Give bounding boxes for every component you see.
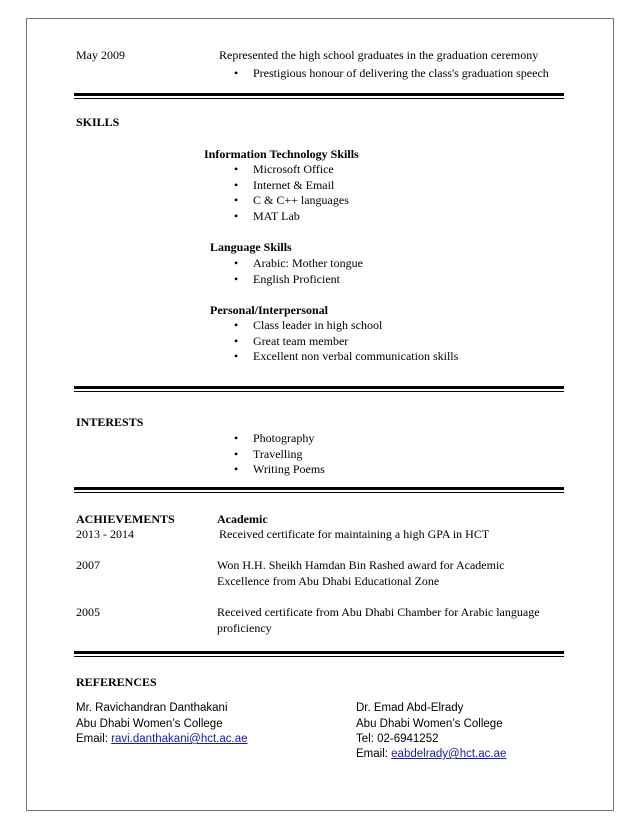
reference-right-tel: Tel: 02-6941252 xyxy=(356,733,439,745)
bullet-icon: • xyxy=(234,349,239,364)
graduation-date: May 2009 xyxy=(76,48,125,62)
reference-left-email-link[interactable]: ravi.danthakani@hct.ac.ae xyxy=(111,733,248,745)
graduation-title: Represented the high school graduates in the graduation ceremony xyxy=(219,48,539,62)
language-skills-title: Language Skills xyxy=(210,240,292,254)
bullet-icon: • xyxy=(234,162,239,176)
bullet-icon: • xyxy=(234,193,239,208)
reference-right-email-line: Email: eabdelrady@hct.ac.ae xyxy=(356,748,507,760)
bullet-icon: • xyxy=(234,66,239,80)
achievement-text: proficiency xyxy=(217,621,272,635)
bullet-icon: • xyxy=(234,431,239,445)
personal-skills-title: Personal/Interpersonal xyxy=(210,303,328,317)
achievement-text: Won H.H. Sheikh Hamdan Bin Rashed award for Academic xyxy=(217,558,505,572)
reference-left-org: Abu Dhabi Women’s College xyxy=(76,718,223,730)
bullet-icon: • xyxy=(234,318,239,332)
achievement-text: Excellence from Abu Dhabi Educational Zone xyxy=(217,574,440,588)
achievements-heading: ACHIEVEMENTS xyxy=(76,512,175,526)
reference-left-name: Mr. Ravichandran Danthakani xyxy=(76,702,228,714)
skills-heading: SKILLS xyxy=(76,115,120,129)
reference-right-email-link[interactable]: eabdelrady@hct.ac.ae xyxy=(391,748,507,760)
reference-right-org: Abu Dhabi Women’s College xyxy=(356,718,503,730)
achievement-text: Received certificate for maintaining a high GPA in HCT xyxy=(219,527,490,541)
reference-right-name: Dr. Emad Abd-Elrady xyxy=(356,702,464,714)
interests-heading: INTERESTS xyxy=(76,415,144,429)
bullet-icon: • xyxy=(234,333,239,348)
reference-left-email-line: Email: ravi.danthakani@hct.ac.ae xyxy=(76,733,248,745)
bullet-icon: • xyxy=(234,271,239,286)
bullet-icon: • xyxy=(234,177,239,192)
achievement-year: 2013 - 2014 xyxy=(76,527,134,541)
achievement-year: 2005 xyxy=(76,605,100,619)
achievement-text: Received certificate from Abu Dhabi Chamber for Arabic language xyxy=(217,605,540,619)
bullet-icon: • xyxy=(234,462,239,477)
bullet-icon: • xyxy=(234,209,239,224)
it-skills-title: Information Technology Skills xyxy=(204,147,359,161)
bullet-icon: • xyxy=(234,256,239,270)
achievement-year: 2007 xyxy=(76,558,100,572)
achievements-subheading: Academic xyxy=(217,512,268,526)
references-heading: REFERENCES xyxy=(76,675,157,689)
bullet-icon: • xyxy=(234,446,239,461)
